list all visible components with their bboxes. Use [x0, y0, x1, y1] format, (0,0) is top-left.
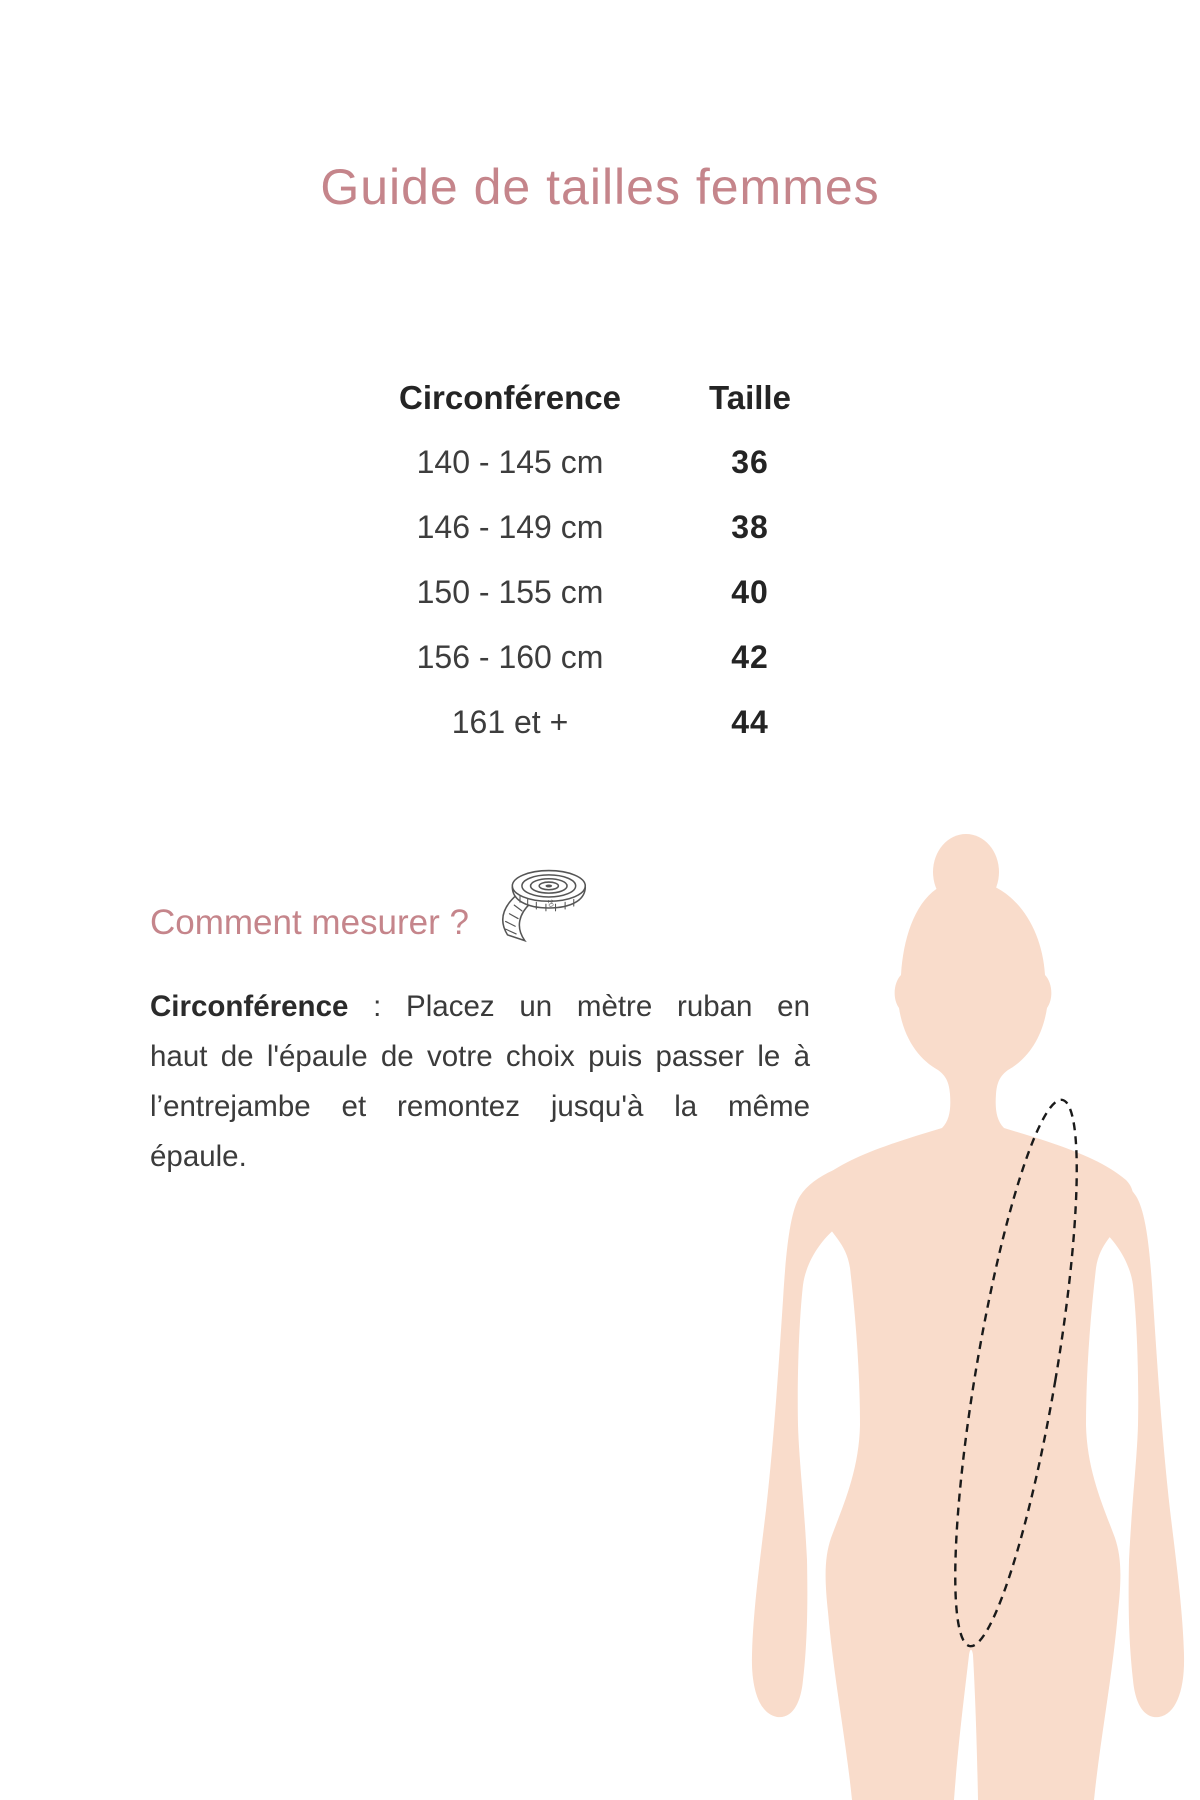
paragraph-line: haut de l'épaule de votre choix puis passer le à: [150, 1040, 810, 1073]
woman-silhouette-illustration: [650, 818, 1200, 1800]
paragraph-line: l’entrejambe et remontez jusqu'à la même: [150, 1090, 810, 1123]
size-value: 44: [731, 704, 769, 740]
column-header-size: Taille: [709, 378, 791, 416]
paragraph-line: épaule.: [150, 1140, 247, 1173]
column-header-circumference: Circonférence: [399, 378, 621, 416]
circumference-value: 146 - 149 cm: [416, 509, 604, 545]
body-shape: [813, 880, 1133, 1800]
paragraph-lead-word: Circonférence: [150, 990, 349, 1023]
circumference-value: 140 - 145 cm: [416, 444, 604, 480]
measuring-tape-icon: [496, 860, 592, 956]
paragraph-line-text: : Placez un mètre ruban en: [373, 990, 810, 1023]
page-title: Guide de tailles femmes: [320, 159, 880, 215]
size-value: 40: [731, 574, 769, 610]
circumference-value: 156 - 160 cm: [416, 639, 604, 675]
circumference-value: 161 et +: [451, 704, 569, 740]
size-table: [350, 365, 830, 755]
size-value: 42: [731, 639, 769, 675]
circumference-value: 150 - 155 cm: [416, 574, 604, 610]
size-value: 38: [731, 509, 769, 545]
svg-text:20: 20: [545, 898, 555, 908]
size-value: 36: [731, 444, 769, 480]
how-to-measure-heading: Comment mesurer ?: [150, 903, 469, 942]
